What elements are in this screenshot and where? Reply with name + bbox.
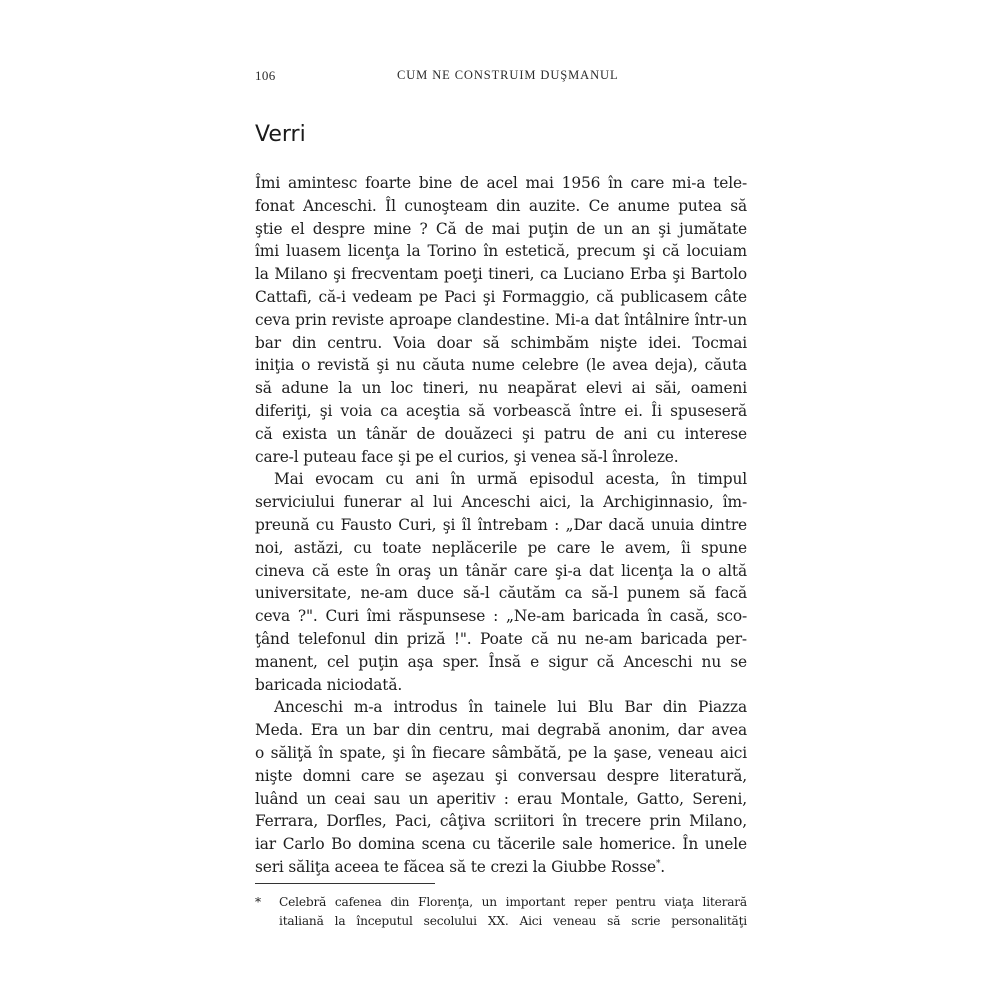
footnote [255, 893, 747, 931]
text-line: iar Carlo Bo domina scena cu tăcerile sale homerice. În unele [255, 835, 747, 854]
text-line: Cattafi, că-i vedeam pe Paci şi Formaggio, că publicasem câte [255, 287, 747, 306]
text-line: Anceschi m-a introdus în tainele lui Blu Bar din Piazza [274, 698, 747, 717]
sentence-end: . [660, 857, 666, 876]
text-line: Ferrara, Dorfles, Paci, câţiva scriitori în trecere prin Milano, [255, 812, 747, 831]
footnote-reference[interactable]: * [655, 858, 661, 869]
text-line: îmi luasem licenţa la Torino în estetică, precum şi că locuiam [255, 242, 747, 261]
text-line: noi, astăzi, cu toate neplăcerile pe care le avem, îi spune [255, 538, 747, 557]
text-line-content: seri săliţa aceea te făcea să te crezi la Giubbe Rosse [255, 857, 656, 876]
text-line: bar din centru. Voia doar să schimbăm nişte idei. Tocmai [255, 333, 747, 352]
running-title: CUM NE CONSTRUIM DUŞMANUL [397, 68, 619, 82]
text-line: iniţia o revistă şi nu căuta nume celebre (le avea deja), căuta [255, 356, 747, 375]
footnote-text: Celebră cafenea din Florenţa, un important reper pentru viaţa literară [279, 895, 747, 909]
page-number: 106 [255, 68, 276, 83]
text-line: la Milano şi frecventam poeţi tineri, ca Luciano Erba şi Bartolo [255, 265, 747, 284]
footnote-marker: * [255, 895, 261, 909]
body-text [255, 172, 747, 879]
text-line: diferiţi, şi voia ca aceştia să vorbească între ei. Îi spuseseră [255, 401, 747, 420]
running-head [255, 68, 747, 88]
text-line: serviciului funerar al lui Anceschi aici, la Archiginnasio, îm- [255, 493, 747, 512]
text-line: care-l puteau face şi pe el curios, şi venea să-l înroleze. [255, 447, 679, 466]
text-line: ţând telefonul din priză !". Poate că nu ne-am baricada per- [255, 629, 747, 648]
text-line: ceva ?". Curi îmi răspunsese : „Ne-am baricada în casă, sco- [255, 607, 747, 626]
text-line: universitate, ne-am duce să-l căutăm ca să-l punem să facă [255, 584, 747, 603]
text-line-with-footnote-ref [255, 856, 747, 879]
footnote-divider [255, 883, 435, 884]
footnote-line: italiană la începutul secolului XX. Aici veneau să scrie personalităţi [279, 914, 747, 928]
text-line: preună cu Fausto Curi, şi îl întrebam : „Dar dacă unuia dintre [255, 515, 747, 534]
text-line: că exista un tânăr de douăzeci şi patru de ani cu interese [255, 424, 747, 443]
text-line: baricada niciodată. [255, 675, 403, 694]
text-line: o săliţă în spate, şi în fiecare sâmbătă, pe la şase, veneau aici [255, 743, 747, 762]
text-line: cineva că este în oraş un tânăr care şi-a dat licenţa la o altă [255, 561, 747, 580]
text-line: să adune la un loc tineri, nu neapărat elevi ai săi, oameni [255, 379, 747, 398]
text-line: Meda. Era un bar din centru, mai degrabă anonim, dar avea [255, 721, 747, 740]
text-line: fonat Anceschi. Îl cunoşteam din auzite. Ce anume putea să [255, 196, 747, 215]
footnote-line [255, 893, 747, 912]
text-line: manent, cel puţin aşa sper. Însă e sigur că Anceschi nu se [255, 652, 747, 671]
text-line: Îmi amintesc foarte bine de acel mai 1956 în care mi-a tele- [255, 174, 747, 192]
text-line: Mai evocam cu ani în urmă episodul acesta, în timpul [274, 470, 747, 489]
text-line: ştie el despre mine ? Că de mai puţin de un an şi jumătate [255, 219, 747, 238]
text-line: ceva prin reviste aproape clandestine. Mi-a dat întâlnire într-un [255, 310, 747, 329]
text-line: nişte domni care se aşezau şi conversau despre literatură, [255, 766, 747, 785]
chapter-title: Verri [255, 122, 306, 147]
text-line: luând un ceai sau un aperitiv : erau Montale, Gatto, Sereni, [255, 789, 747, 808]
